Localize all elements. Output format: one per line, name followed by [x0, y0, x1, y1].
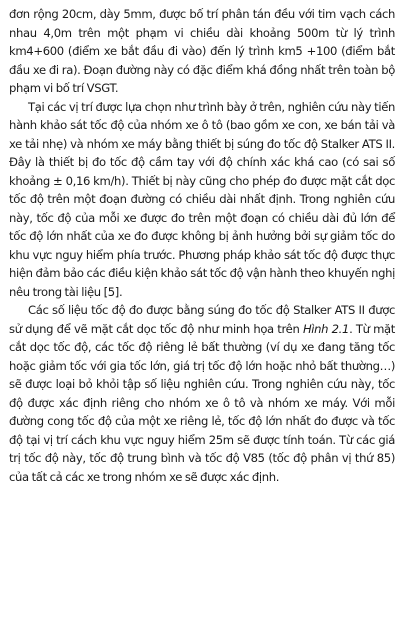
- figure-reference: Hình 2.1: [302, 321, 350, 336]
- paragraph-1-text: đơn rộng 20cm, dày 5mm, được bố trí phân tán đều với tim vạch cách nhau 4,0m trên một phạm vi chiều dài khoảng 500m từ lý trình km4+600 (điểm xe bắt đầu đi vào) đến lý trình km5 +100 (điểm bắt đầu xe đi ra). Đoạn đường này có đặc điểm khá đồng nhất trên toàn bộ phạm vi bố trí VSGT.: [9, 7, 395, 95]
- paragraph-2-text: Tại các vị trí được lựa chọn như trình bày ở trên, nghiên cứu này tiến hành khảo sát tốc độ của nhóm xe ô tô (bao gồm xe con, xe bán tải và xe tải nhẹ) và nhóm xe máy bằng thiết bị súng đo tốc độ Stalker ATS II. Đây là thiết bị đo tốc độ cầm tay với độ chính xác khá cao (có sai số khoảng ± 0,16 km/h). Thiết bị này cũng cho phép đo được mặt cắt dọc tốc độ trên một đoạn đường có chiều dài nhất định. Trong nghiên cứu này, tốc độ của mỗi xe được đo trên một đoạn có chiều dài đủ lớn để tốc độ lớn nhất của xe đo được không bị ảnh hưởng bởi sự giảm tốc do khu vực nguy hiểm phía trước. Phương pháp khảo sát tốc độ được thực hiện đảm bảo các điều kiện khảo sát tốc độ vận hành theo khuyến nghị nêu trong tài liệu [5].: [9, 99, 395, 299]
- paragraph-2: [9, 98, 395, 302]
- paragraph-1: [9, 5, 395, 98]
- paragraph-3-text-start: Các số liệu tốc độ đo được bằng súng đo tốc độ Stalker ATS II được sử dụng để vẽ mặt cắt dọc tốc độ như minh họa trên: [9, 303, 395, 336]
- document-page: [9, 5, 395, 621]
- paragraph-3: [9, 301, 395, 486]
- paragraph-3-text-end: . Từ mặt cắt dọc tốc độ, các tốc độ riêng lẻ bất thường (ví dụ xe đang tăng tốc hoặc giảm tốc với gia tốc lớn, giá trị tốc độ lớn hoặc nhỏ bất thường…) sẽ được loại bỏ khỏi tập số liệu nghiên cứu. Trong nghiên cứu này, tốc độ được xác định riêng cho nhóm xe ô tô và nhóm xe máy. Với mỗi đường cong tốc độ của một xe riêng lẻ, tốc độ lớn nhất đo được và tốc độ tại vị trí cách khu vực nguy hiểm 25m sẽ được tính toán. Từ các giá trị tốc độ này, tốc độ trung bình và tốc độ V85 (tốc độ phân vị thứ 85) của tất cả các xe trong nhóm xe sẽ được xác định.: [9, 321, 395, 484]
